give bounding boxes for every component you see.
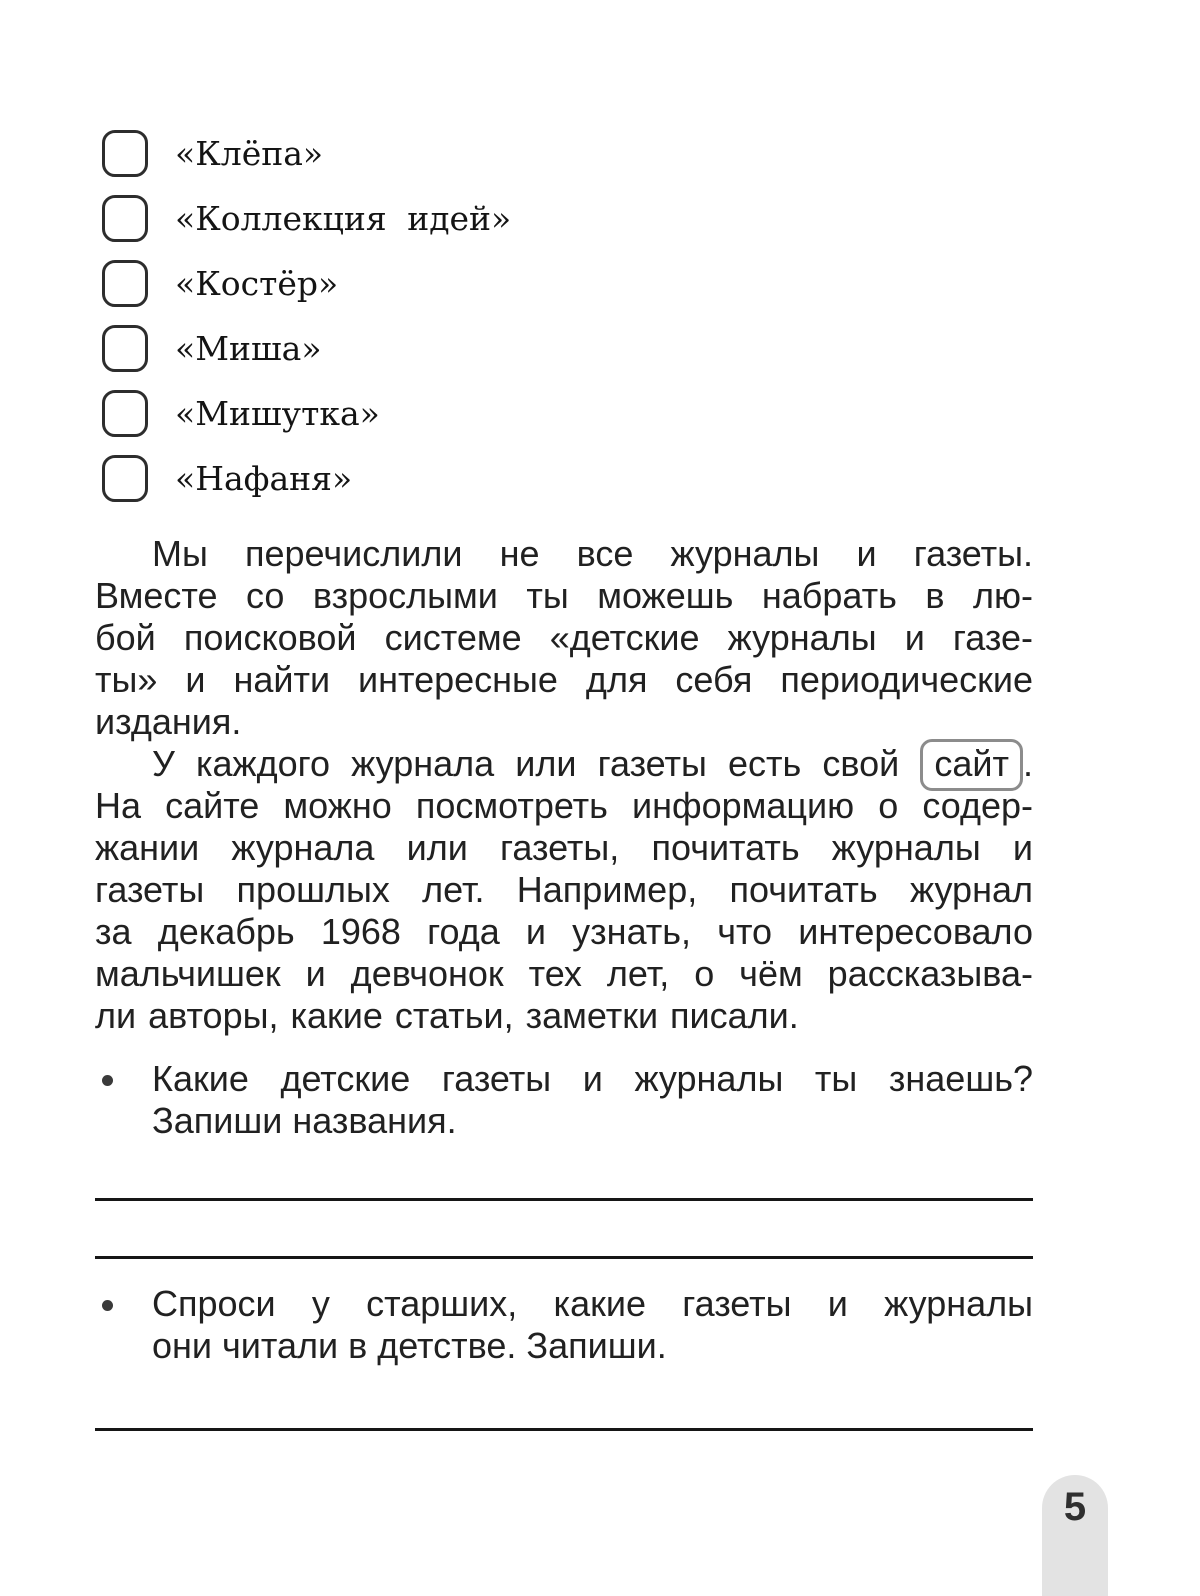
paragraph-line: газеты прошлых лет. Например, почитать журнал: [95, 869, 1033, 910]
task-line: Спроси у старших, какие газеты и журналы: [152, 1283, 1033, 1324]
answer-blank-line[interactable]: [95, 1256, 1033, 1259]
line-text: .: [1022, 743, 1033, 784]
checklist-item-label: «Коллекция идей»: [175, 199, 512, 238]
task-line: Запиши названия.: [152, 1100, 457, 1141]
checklist-item-label: «Нафаня»: [175, 459, 353, 498]
paragraph-line: На сайте можно посмотреть информацию о содер-: [95, 785, 1033, 826]
answer-blank-line[interactable]: [95, 1428, 1033, 1431]
paragraph-line: за декабрь 1968 года и узнать, что интересовало: [95, 911, 1033, 952]
answer-blank-line[interactable]: [95, 1198, 1033, 1201]
boxed-term: сайт: [920, 739, 1023, 791]
checklist-item-label: «Клёпа»: [175, 134, 324, 173]
paragraph-line: Вместе со взрослыми ты можешь набрать в лю-: [95, 575, 1033, 616]
paragraph-line: ты» и найти интересные для себя периодические: [95, 659, 1033, 700]
paragraph-line: бой поисковой системе «детские журналы и газе-: [95, 617, 1033, 658]
checklist-item-label: «Мишутка»: [175, 394, 380, 433]
checkbox[interactable]: [102, 390, 148, 437]
checklist-item: [102, 260, 511, 307]
task-question-1: [95, 1058, 1033, 1142]
page-number-tab: [1042, 1475, 1108, 1596]
checklist-item: [102, 455, 511, 502]
checklist-item-label: «Костёр»: [175, 264, 339, 303]
paragraph-line: жании журнала или газеты, почитать журналы и: [95, 827, 1033, 868]
bullet-icon: [102, 1300, 113, 1311]
checklist-item: [102, 325, 511, 372]
magazine-checklist: [102, 130, 511, 520]
body-text: [95, 533, 1033, 1037]
checkbox[interactable]: [102, 455, 148, 502]
checkbox[interactable]: [102, 130, 148, 177]
task-question-2: [95, 1283, 1033, 1367]
bullet-icon: [102, 1075, 113, 1086]
line-text: У каждого журнала или газеты есть свой: [152, 743, 900, 784]
checkbox[interactable]: [102, 260, 148, 307]
task-line: они читали в детстве. Запиши.: [152, 1325, 667, 1366]
checkbox[interactable]: [102, 195, 148, 242]
checklist-item: [102, 195, 511, 242]
checklist-item: [102, 390, 511, 437]
checkbox[interactable]: [102, 325, 148, 372]
paragraph-line: ли авторы, какие статьи, заметки писали.: [95, 995, 799, 1036]
checklist-item-label: «Миша»: [175, 329, 322, 368]
paragraph-line: издания.: [95, 701, 242, 742]
paragraph-line: Мы перечислили не все журналы и газеты.: [152, 533, 1033, 574]
paragraph-line-with-term: [95, 743, 1033, 785]
page-number: 5: [1063, 1485, 1087, 1529]
checklist-item: [102, 130, 511, 177]
task-line: Какие детские газеты и журналы ты знаешь?: [152, 1058, 1033, 1099]
paragraph-line: мальчишек и девчонок тех лет, о чём рассказыва-: [95, 953, 1033, 994]
